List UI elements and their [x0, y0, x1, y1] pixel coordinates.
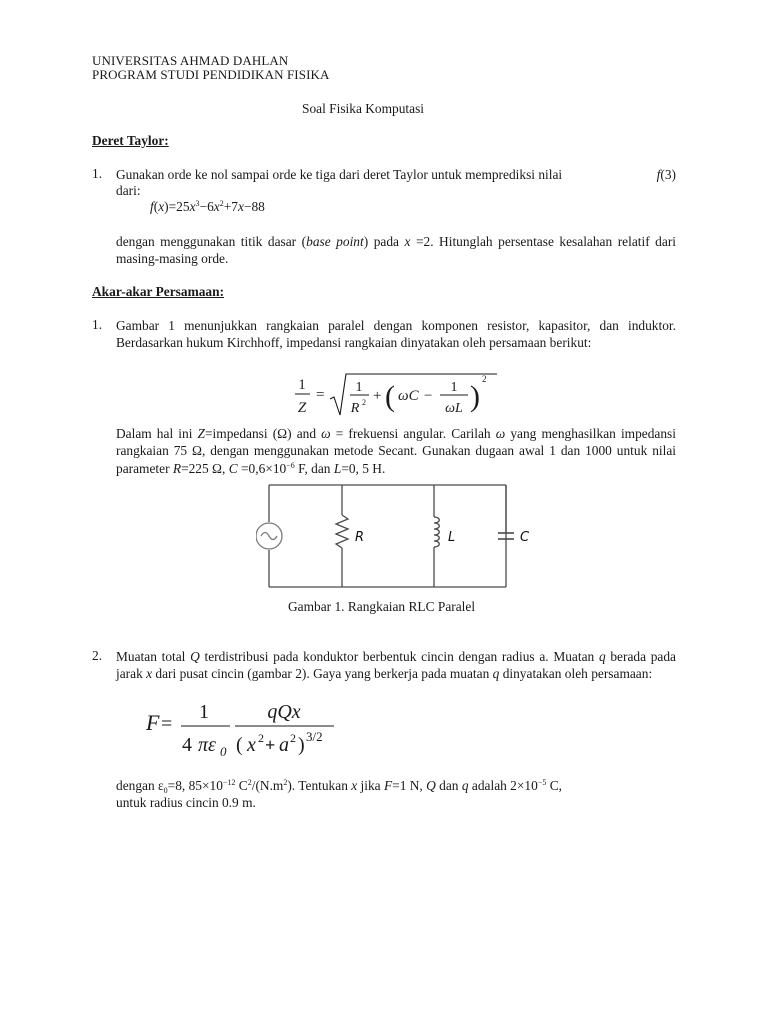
- svg-text:2: 2: [258, 731, 264, 745]
- taylor-question-line2: dari:: [116, 183, 141, 198]
- inductor-label: L: [448, 530, 456, 545]
- question-number: 2.: [92, 648, 103, 663]
- svg-text:F: F: [146, 710, 160, 735]
- ring-charge-question-text: Muatan total Q terdistribusi pada konduktor berbentuk cincin dengan radius a. Muatan q berada pada jarak x dari pusat cincin (gambar 2). Gaya yang berkerja pada muatan q dinyatakan oleh persamaan:: [116, 649, 676, 682]
- svg-text:4: 4: [182, 734, 192, 756]
- capacitor-label: C: [520, 530, 530, 545]
- resistor-label: R: [355, 530, 365, 545]
- svg-text:Z: Z: [297, 400, 307, 416]
- ring-charge-question-details: dengan $\varepsilon_0=8$, $85\times 10^{-12}$ $C^2/(N.m^2)$. Tentukan x jika F=1 N, Q dan q adalah $2\times 10^{-5}$ C,: [116, 778, 562, 795]
- svg-text:πε: πε: [198, 734, 216, 756]
- force-formula: [144, 698, 344, 762]
- taylor-question-line1: Gunakan orde ke nol sampai orde ke tiga dari deret Taylor untuk memprediksi nilai f(3): [116, 167, 676, 182]
- svg-text:(: (: [236, 734, 243, 756]
- svg-text:R: R: [350, 401, 360, 416]
- svg-text:ωL: ωL: [445, 401, 463, 416]
- question-number: 1.: [92, 317, 103, 332]
- rlc-circuit-diagram: [256, 482, 536, 592]
- svg-text:3/2: 3/2: [306, 729, 323, 744]
- svg-text:): ): [470, 380, 480, 413]
- svg-text:): ): [298, 734, 305, 756]
- svg-text:+: +: [373, 388, 382, 404]
- figure-caption: Gambar 1. Rangkaian RLC Paralel: [288, 599, 476, 614]
- svg-text:a: a: [279, 734, 289, 756]
- rlc-question-details: Dalam hal ini Z=impedansi (Ω) and ω = frekuensi angular. Carilah ω yang menghasilkan impedansi rangkaian 75 Ω, dengan menggunakan metode Secant. Gunakan dugaan awal 1 dan 1000 untuk nilai parameter R=225 Ω, $C =0,6\times 10^{-6}$ F, dan L=0, 5 H.: [116, 426, 676, 476]
- impedance-formula: [292, 370, 502, 420]
- program-name: PROGRAM STUDI PENDIDIKAN FISIKA: [92, 67, 330, 82]
- svg-text:=: =: [316, 387, 325, 403]
- svg-text:−: −: [424, 388, 433, 404]
- svg-text:1: 1: [355, 380, 363, 395]
- ac-source-icon: [256, 523, 282, 549]
- svg-text:1: 1: [199, 701, 209, 723]
- svg-text:ωC: ωC: [398, 388, 419, 404]
- svg-text:1: 1: [450, 380, 458, 395]
- taylor-question-text: dengan menggunakan titik dasar (base point) pada x =2. Hitunglah persentase kesalahan relatif dari masing-masing orde.: [116, 234, 677, 267]
- rlc-question-text: Gambar 1 menunjukkan rangkaian paralel dengan komponen resistor, kapasitor, dan induktor. Berdasarkan hukum Kirchhoff, impedansi rangkaian dinyatakan oleh persamaan berikut:: [116, 318, 676, 351]
- svg-text:x: x: [247, 734, 256, 756]
- university-name: UNIVERSITAS AHMAD DAHLAN: [92, 53, 289, 68]
- question-number: 1.: [92, 166, 103, 181]
- svg-text:+: +: [265, 735, 276, 755]
- svg-text:2: 2: [482, 374, 487, 384]
- svg-text:0: 0: [220, 744, 227, 759]
- section-heading-roots: Akar-akar Persamaan:: [92, 284, 225, 299]
- svg-text:qQx: qQx: [267, 701, 301, 723]
- ring-charge-question-radius: untuk radius cincin 0.9 m.: [116, 795, 256, 810]
- svg-text:2: 2: [362, 398, 366, 407]
- section-heading-taylor: Deret Taylor:: [92, 133, 169, 148]
- svg-text:2: 2: [290, 731, 296, 745]
- svg-text:=: =: [161, 713, 173, 735]
- svg-text:(: (: [385, 380, 395, 413]
- document-title: Soal Fisika Komputasi: [302, 101, 425, 116]
- svg-text:1: 1: [298, 377, 306, 393]
- taylor-function-formula: $f(x)=25x^3-6x^2+7x-88$: [150, 199, 265, 214]
